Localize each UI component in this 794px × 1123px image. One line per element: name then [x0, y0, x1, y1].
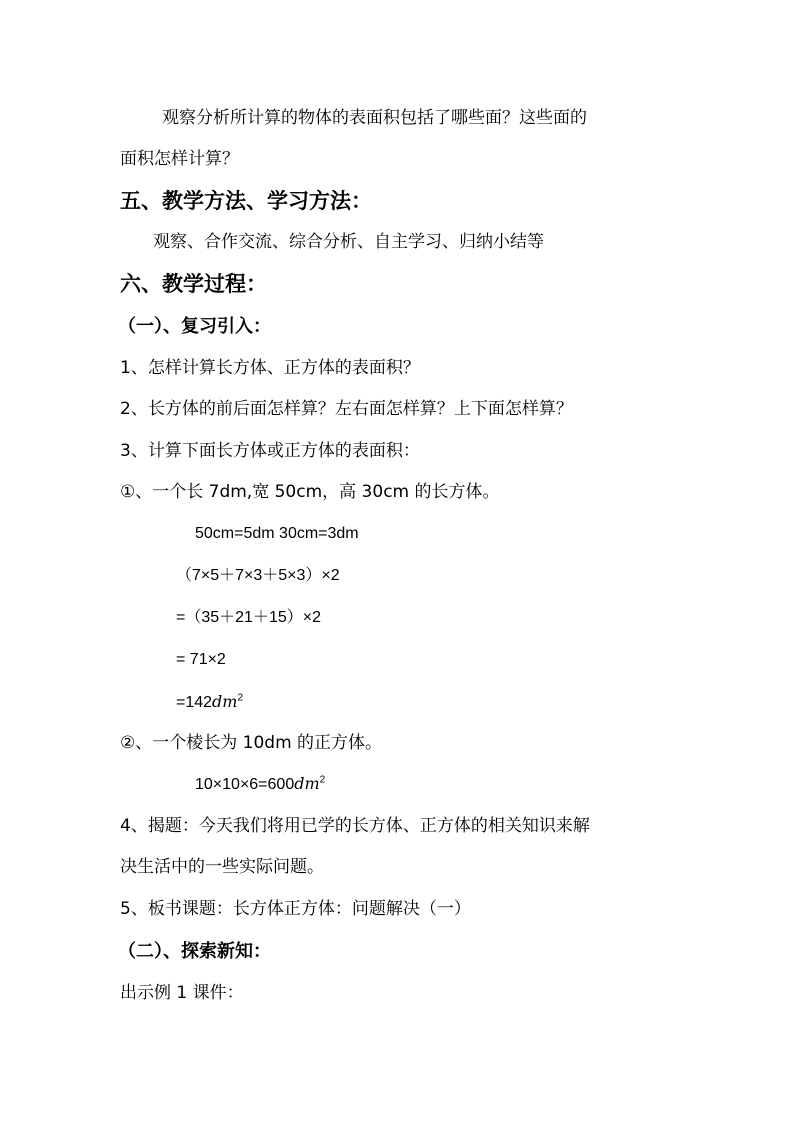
example-2-statement: ②、一个棱长为 10dm 的正方体。	[120, 733, 383, 753]
example-1-conversion: 50cm=5dm 30cm=3dm	[195, 525, 359, 542]
part-1-heading: （一）、复习引入：	[118, 316, 271, 337]
section-5-body: 观察、合作交流、综合分析、自主学习、归纳小结等	[153, 232, 544, 252]
question-1: 1、怎样计算长方体、正方体的表面积？	[120, 358, 420, 378]
part-2-heading: （二）、探索新知：	[118, 941, 271, 962]
example-1-result-exponent: 2	[237, 692, 244, 704]
example-1-result-unit: dm	[212, 692, 238, 711]
example-2-result-number: 10×10×6=600	[195, 776, 295, 793]
question-2: 2、长方体的前后面怎样算？左右面怎样算？上下面怎样算？	[120, 399, 573, 419]
example-1-result	[176, 690, 243, 715]
intro-line-2: 面积怎样计算？	[120, 149, 239, 169]
part-2-body: 出示例 1 课件：	[120, 983, 244, 1003]
example-1-step-1: （7×5＋7×3＋5×3）×2	[176, 567, 340, 584]
example-2-result-unit: dm	[294, 774, 320, 793]
example-2-result-exponent: 2	[319, 774, 326, 786]
question-4-line-2: 决生活中的一些实际问题。	[120, 857, 324, 877]
question-4-line-1: 4、揭题：今天我们将用已学的长方体、正方体的相关知识来解	[120, 816, 590, 836]
section-5-heading: 五、教学方法、学习方法：	[120, 189, 372, 213]
example-2-result	[195, 772, 325, 797]
example-1-step-3: = 71×2	[176, 651, 226, 668]
section-6-heading: 六、教学过程：	[120, 272, 267, 296]
question-3: 3、计算下面长方体或正方体的表面积：	[120, 441, 420, 461]
example-1-step-2: =（35＋21＋15）×2	[176, 609, 321, 626]
example-1-result-number: =142	[176, 694, 213, 711]
intro-line-1: 观察分析所计算的物体的表面积包括了哪些面？这些面的	[162, 108, 587, 128]
example-1-statement: ①、一个长 7dm,宽 50cm，高 30cm 的长方体。	[120, 482, 500, 502]
question-5: 5、板书课题：长方体正方体：问题解决（一）	[120, 899, 471, 919]
